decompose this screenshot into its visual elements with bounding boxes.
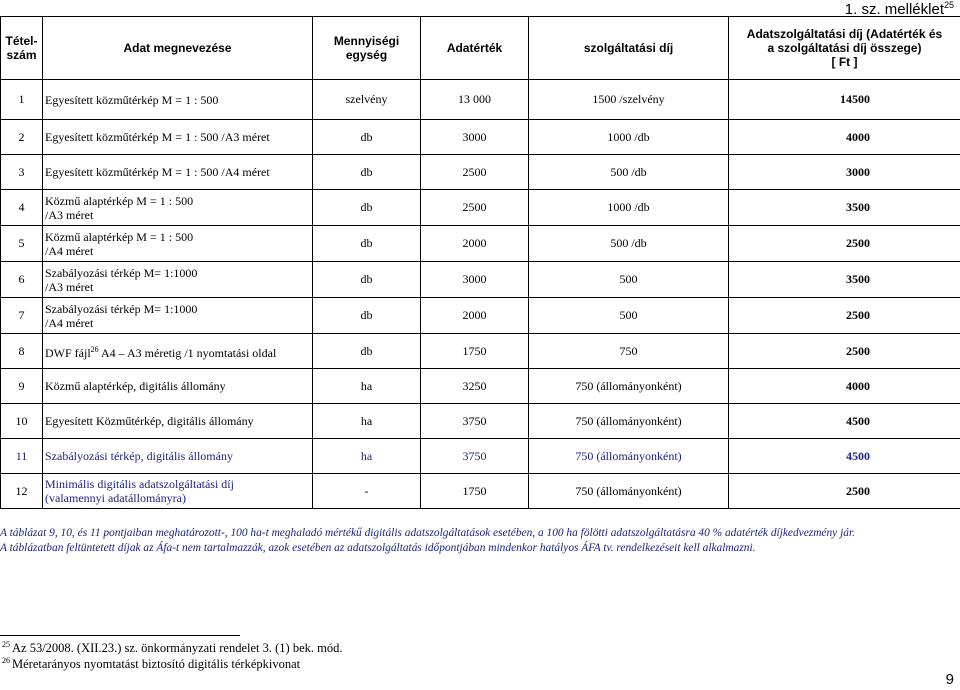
item-fee: 750 (állományonként) (529, 439, 729, 474)
item-name: Egyesített közműtérkép M = 1 : 500 (43, 80, 313, 120)
page-number: 9 (945, 671, 954, 688)
item-unit: ha (313, 369, 421, 404)
item-unit: db (313, 298, 421, 334)
item-total: 3500 (729, 190, 960, 226)
header-data-name: Adat megnevezése (43, 17, 313, 80)
item-name: Egyesített közműtérkép M = 1 : 500 /A4 méret (43, 155, 313, 190)
table-row (1, 262, 960, 298)
fee-table (0, 16, 960, 509)
item-fee: 1000 /db (529, 120, 729, 155)
item-total: 4500 (729, 404, 960, 439)
table-row (1, 80, 960, 120)
table-row (1, 334, 960, 369)
item-name: Szabályozási térkép M= 1:1000 /A4 méret (43, 298, 313, 334)
item-value: 1750 (421, 334, 529, 369)
item-value: 3750 (421, 439, 529, 474)
item-number: 12 (1, 474, 43, 509)
table-row (1, 120, 960, 155)
note-vat: A táblázatban feltüntetett díjak az Áfa-t nem tartalmazzák, azok esetében az adatszolgáltatás időpontjában mindenkor hatályos ÁFA tv. rendelkezéseit kell alkalmazni. (0, 542, 756, 554)
item-fee: 1000 /db (529, 190, 729, 226)
item-unit: db (313, 226, 421, 262)
item-total: 2500 (729, 298, 960, 334)
header-row (1, 17, 960, 80)
item-name: Egyesített Közműtérkép, digitális állomány (43, 404, 313, 439)
item-number: 2 (1, 120, 43, 155)
item-number: 6 (1, 262, 43, 298)
item-unit: ha (313, 404, 421, 439)
item-fee: 500 /db (529, 226, 729, 262)
item-number: 5 (1, 226, 43, 262)
item-fee: 500 /db (529, 155, 729, 190)
item-number: 8 (1, 334, 43, 369)
item-fee: 500 (529, 298, 729, 334)
table-row (1, 474, 960, 509)
footnote-26: $^{26}$ Méretarányos nyomtatást biztosító digitális térképkivonat (2, 656, 301, 672)
item-value: 1750 (421, 474, 529, 509)
footnote-25: $^{25}$ Az 53/2008. (XII.23.) sz. önkormányzati rendelet 3. (1) bek. mód. (2, 640, 343, 656)
item-value: 2000 (421, 226, 529, 262)
item-total: 4000 (729, 369, 960, 404)
item-name: Szabályozási térkép, digitális állomány (43, 439, 313, 474)
item-unit: szelvény (313, 80, 421, 120)
item-unit: db (313, 120, 421, 155)
item-unit: - (313, 474, 421, 509)
note-discount: A táblázat 9, 10, és 11 pontjaiban meghatározott-, 100 ha-t meghaladó mértékű digitális adatszolgáltatások esetében, a 100 ha fölötti adatszolgáltatásra 40 % adatérték díjkedvezmény jár. (0, 527, 855, 539)
item-total: 2500 (729, 226, 960, 262)
item-total: 3500 (729, 262, 960, 298)
header-item-number: Tétel- szám (1, 17, 43, 80)
item-number: 11 (1, 439, 43, 474)
item-total: 14500 (729, 80, 960, 120)
header-data-value: Adatérték (421, 17, 529, 80)
item-value: 13 000 (421, 80, 529, 120)
item-number: 9 (1, 369, 43, 404)
item-value: 3750 (421, 404, 529, 439)
item-name: Közmű alaptérkép, digitális állomány (43, 369, 313, 404)
header-service-fee: szolgáltatási díj (529, 17, 729, 80)
item-number: 7 (1, 298, 43, 334)
item-name: Közmű alaptérkép M = 1 : 500 /A3 méret (43, 190, 313, 226)
item-fee: 500 (529, 262, 729, 298)
table-row (1, 404, 960, 439)
item-value: 3000 (421, 262, 529, 298)
item-value: 3250 (421, 369, 529, 404)
item-number: 3 (1, 155, 43, 190)
item-unit: db (313, 262, 421, 298)
footnote-separator (0, 635, 240, 636)
item-total: 4500 (729, 439, 960, 474)
item-name: DWF fájl$^{26}$ A4 – A3 méretig /1 nyomtatási oldal (43, 334, 313, 369)
item-total: 3000 (729, 155, 960, 190)
table-row (1, 439, 960, 474)
item-fee: 1500 /szelvény (529, 80, 729, 120)
item-number: 4 (1, 190, 43, 226)
item-total: 2500 (729, 474, 960, 509)
item-number: 1 (1, 80, 43, 120)
item-total: 2500 (729, 334, 960, 369)
item-value: 2500 (421, 190, 529, 226)
item-value: 2000 (421, 298, 529, 334)
table-row (1, 190, 960, 226)
item-unit: ha (313, 439, 421, 474)
item-unit: db (313, 155, 421, 190)
table-row (1, 155, 960, 190)
item-fee: 750 (állományonként) (529, 369, 729, 404)
item-unit: db (313, 190, 421, 226)
header-unit: Mennyiségi egység (313, 17, 421, 80)
item-name: Egyesített közműtérkép M = 1 : 500 /A3 méret (43, 120, 313, 155)
annex-label: 1. sz. melléklet$^{25}$ (844, 0, 954, 18)
header-total-fee: Adatszolgáltatási díj (Adatérték és a szolgáltatási díj összege) [ Ft ] (729, 17, 960, 80)
item-number: 10 (1, 404, 43, 439)
item-name: Minimális digitális adatszolgáltatási díj (valamennyi adatállományra) (43, 474, 313, 509)
table-row (1, 298, 960, 334)
item-value: 2500 (421, 155, 529, 190)
table-row (1, 226, 960, 262)
table-notes (0, 526, 960, 556)
item-name: Közmű alaptérkép M = 1 : 500 /A4 méret (43, 226, 313, 262)
item-fee: 750 (529, 334, 729, 369)
item-fee: 750 (állományonként) (529, 474, 729, 509)
item-name: Szabályozási térkép M= 1:1000 /A3 méret (43, 262, 313, 298)
item-fee: 750 (állományonként) (529, 404, 729, 439)
table-row (1, 369, 960, 404)
item-unit: db (313, 334, 421, 369)
item-total: 4000 (729, 120, 960, 155)
item-value: 3000 (421, 120, 529, 155)
